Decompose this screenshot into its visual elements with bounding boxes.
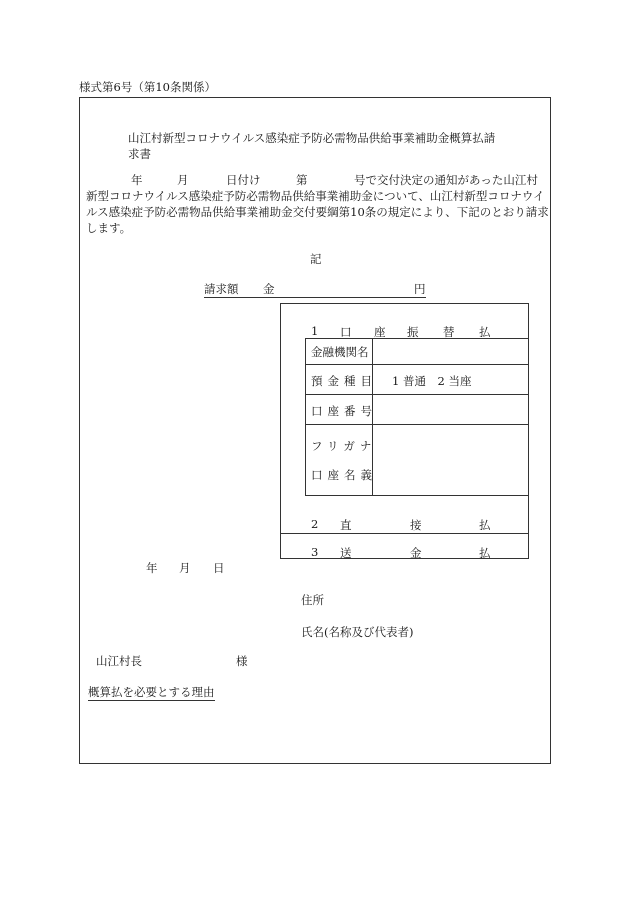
direct-c1: 直 (340, 518, 352, 532)
row-divider (305, 364, 529, 365)
transfer-c5: 払 (479, 325, 491, 339)
name-label: 氏名(名称及び代表者) (301, 625, 414, 639)
form-number-label: 様式第6号（第10条関係） (79, 80, 216, 94)
reason-label: 概算払を必要とする理由 (88, 685, 215, 699)
request-amount-line (204, 281, 426, 298)
transfer-c4: 替 (443, 325, 455, 339)
form-title-line1: 山江村新型コロナウイルス感染症予防必需物品供給事業補助金概算払請 (128, 131, 496, 145)
date-year: 年 (146, 561, 158, 575)
account-number-label: 口座番号 (311, 404, 377, 418)
remittance-c3: 払 (479, 546, 491, 560)
addressee-honorific: 様 (236, 654, 248, 668)
direct-num: 2 (311, 517, 319, 531)
furigana-label: フリガナ (311, 439, 377, 453)
row-divider (280, 533, 529, 534)
body-line4: します。 (86, 221, 132, 235)
remittance-num: 3 (311, 545, 319, 559)
request-amount-label: 請求額 (204, 282, 239, 296)
remittance-c1: 送 (340, 546, 352, 560)
transfer-num: 1 (311, 324, 319, 338)
body-line3: ルス感染症予防必需物品供給事業補助金交付要綱第10条の規定により、下記のとおり請求 (86, 205, 549, 219)
deposit-type-label: 預金種目 (311, 374, 377, 388)
date-month: 月 (179, 561, 191, 575)
body-year: 年 (131, 173, 143, 187)
date-day: 日 (213, 561, 225, 575)
body-month: 月 (177, 173, 189, 187)
ki-label: 記 (310, 252, 322, 266)
body-dai: 第 (296, 173, 308, 187)
body-line2: 新型コロナウイルス感染症予防必需物品供給事業補助金について、山江村新型コロナウイ (86, 189, 545, 203)
body-date-ref: 日付け (226, 173, 261, 187)
account-holder-label: 口座名義 (311, 468, 377, 482)
address-label: 住所 (301, 593, 324, 607)
row-divider (305, 424, 529, 425)
addressee-office: 山江村長 (96, 654, 142, 668)
transfer-c3: 振 (407, 325, 419, 339)
form-title-line2: 求書 (128, 147, 151, 161)
request-amount-yen: 円 (414, 282, 426, 296)
direct-c3: 払 (479, 518, 491, 532)
bank-name-label: 金融機関名 (311, 345, 369, 359)
transfer-c2: 座 (374, 325, 386, 339)
remittance-c2: 金 (410, 546, 422, 560)
direct-c2: 接 (410, 518, 422, 532)
deposit-type-options: 1 普通 2 当座 (392, 374, 472, 388)
row-divider (305, 394, 529, 395)
transfer-c1: 口 (340, 325, 352, 339)
body-line1-tail: 号で交付決定の通知があった山江村 (354, 173, 538, 187)
request-amount-kin: 金 (263, 282, 275, 296)
